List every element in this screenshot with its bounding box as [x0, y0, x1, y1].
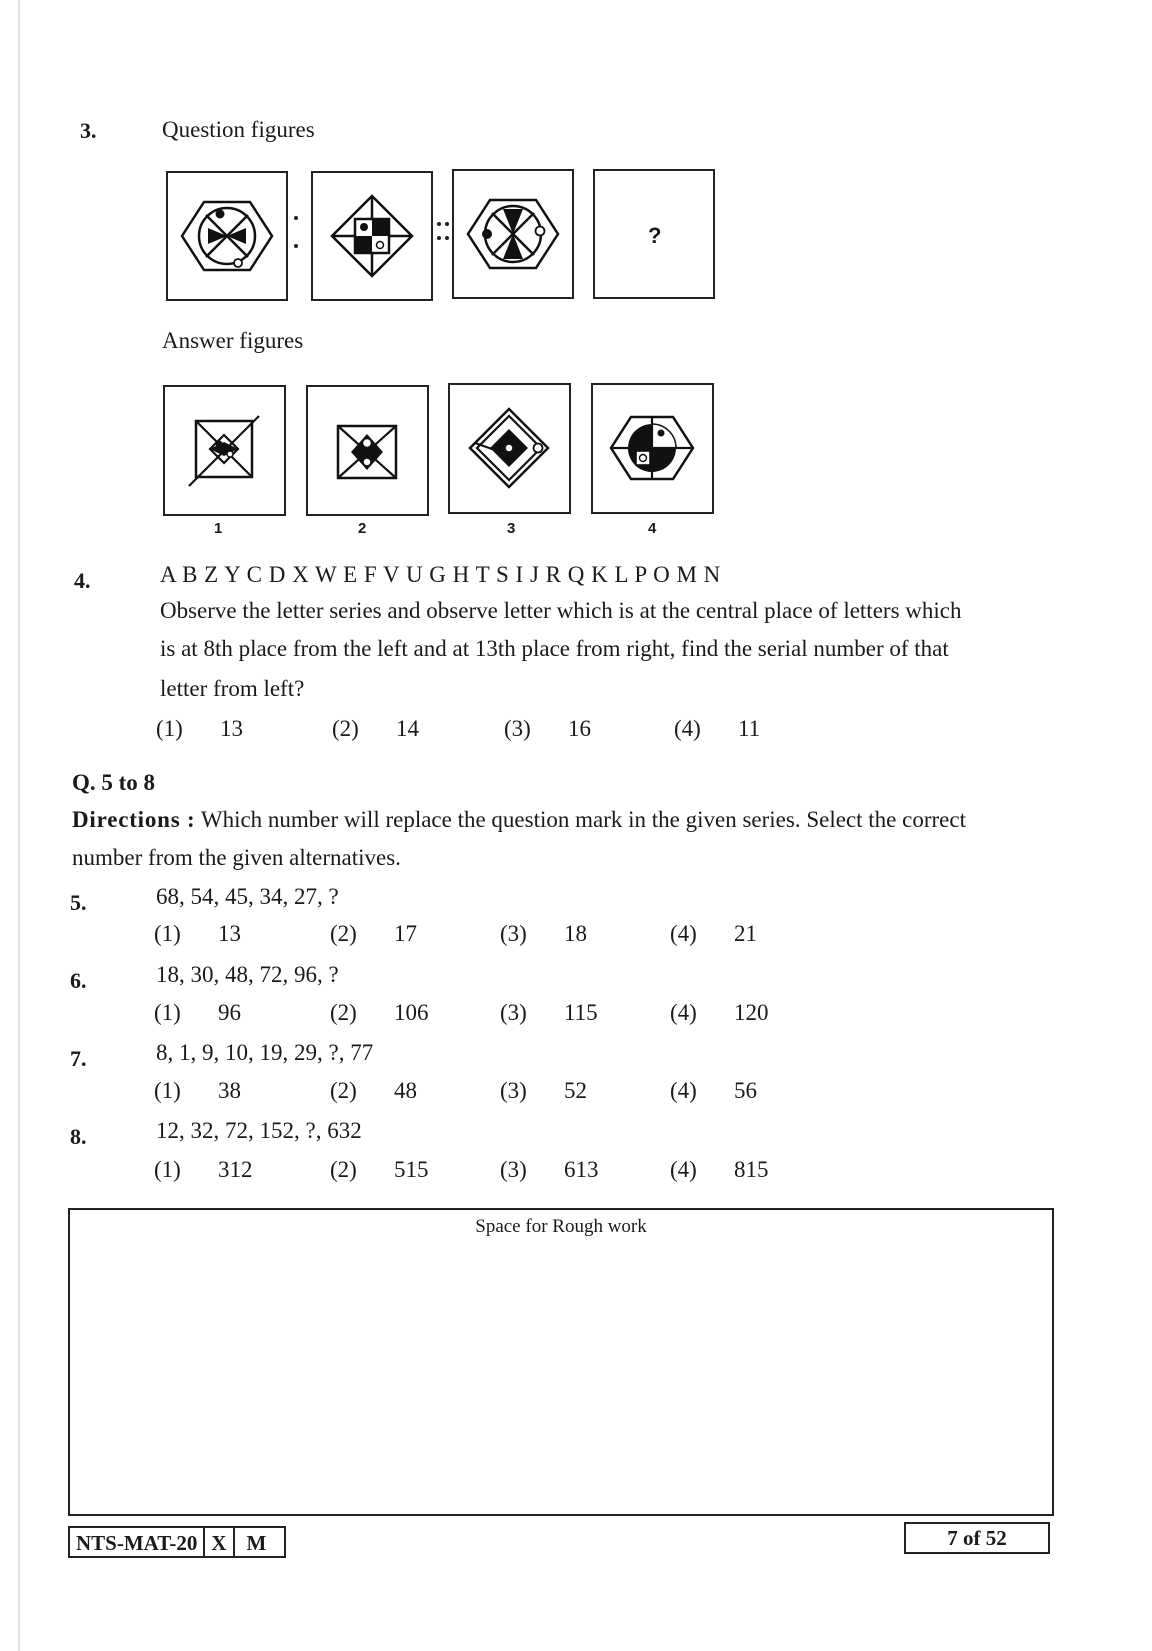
q6-option-1[interactable]: (1) 96: [154, 1000, 241, 1025]
answer-number-1: 1: [214, 520, 223, 537]
answer-figure-2[interactable]: [306, 385, 429, 516]
q5-option-2[interactable]: (2) 17: [330, 921, 417, 946]
ratio-dot: [294, 244, 298, 248]
square-small-diamond-figure: [165, 387, 284, 514]
directions-text: Which number will replace the question mark in the given series. Select the correct: [200, 807, 966, 832]
q4-text-line-1: Observe the letter series and observe letter which is at the central place of letters which: [160, 598, 962, 623]
directions-label: Directions :: [72, 807, 196, 832]
diamond-arrow-figure: [450, 385, 569, 512]
diamond-square-figure: [313, 173, 431, 299]
q6-number: 6.: [70, 968, 87, 993]
q4-text-line-3: letter from left?: [160, 676, 305, 701]
q4-option-1[interactable]: (1) 13: [156, 716, 243, 741]
q4-letter-series: A B Z Y C D X W E F V U G H T S I J R Q K L P O M N: [160, 562, 721, 587]
hexagon-hourglass-figure: [454, 171, 572, 297]
q4-text-line-2: is at 8th place from the left and at 13th place from right, find the serial number of that: [160, 636, 949, 661]
q3-number: 3.: [80, 118, 97, 143]
question-figure-3: [452, 169, 574, 299]
ratio-dot: [437, 236, 441, 240]
answer-number-3: 3: [507, 520, 516, 537]
q8-option-4[interactable]: (4) 815: [670, 1157, 769, 1182]
page-edge: [18, 0, 20, 1651]
hexagon-circle-figure: [593, 385, 712, 512]
q5-option-4[interactable]: (4) 21: [670, 921, 757, 946]
q4-option-2[interactable]: (2) 14: [332, 716, 419, 741]
answer-figure-3[interactable]: [448, 383, 571, 514]
q5-series: 68, 54, 45, 34, 27, ?: [156, 884, 339, 909]
unknown-mark: ?: [648, 223, 662, 248]
q8-number: 8.: [70, 1124, 87, 1149]
q6-option-4[interactable]: (4) 120: [670, 1000, 769, 1025]
q4-option-3[interactable]: (3) 16: [504, 716, 591, 741]
q5-option-1[interactable]: (1) 13: [154, 921, 241, 946]
q7-option-1[interactable]: (1) 38: [154, 1078, 241, 1103]
q4-option-4[interactable]: (4) 11: [674, 716, 761, 741]
q6-options: [154, 1000, 794, 1030]
q7-option-4[interactable]: (4) 56: [670, 1078, 757, 1103]
q7-options: [154, 1078, 794, 1108]
ratio-dot: [294, 216, 298, 220]
page-number: 7 of 52: [904, 1522, 1050, 1554]
paper-code-subject: M: [246, 1531, 267, 1555]
q7-series: 8, 1, 9, 10, 19, 29, ?, 77: [156, 1040, 374, 1065]
q6-series: 18, 30, 48, 72, 96, ?: [156, 962, 339, 987]
q4-options: [156, 716, 796, 746]
question-figure-1: [166, 171, 288, 301]
ratio-dot: [445, 222, 449, 226]
question-figure-4: [593, 169, 715, 299]
section-heading: Q. 5 to 8: [72, 770, 156, 795]
paper-code-name: NTS-MAT-20: [70, 1528, 205, 1556]
q8-option-2[interactable]: (2) 515: [330, 1157, 429, 1182]
q5-option-3[interactable]: (3) 18: [500, 921, 587, 946]
q3-answer-label: Answer figures: [162, 328, 304, 353]
q8-option-3[interactable]: (3) 613: [500, 1157, 599, 1182]
q6-option-2[interactable]: (2) 106: [330, 1000, 429, 1025]
directions-line-1: [72, 807, 966, 833]
q8-option-1[interactable]: (1) 312: [154, 1157, 253, 1182]
hexagon-cross-figure: [168, 173, 286, 299]
q3-question-label: Question figures: [162, 117, 315, 142]
square-x-diamond-figure: [308, 387, 427, 514]
q4-number: 4.: [74, 568, 91, 593]
q7-number: 7.: [70, 1046, 87, 1071]
rough-work-title: Space for Rough work: [475, 1216, 647, 1237]
directions-line-2: number from the given alternatives.: [72, 845, 401, 870]
ratio-dot: [437, 222, 441, 226]
q6-option-3[interactable]: (3) 115: [500, 1000, 598, 1025]
q5-options: [154, 921, 794, 951]
paper-code-set: X: [205, 1528, 234, 1556]
q5-number: 5.: [70, 890, 87, 915]
answer-figure-1[interactable]: [163, 385, 286, 516]
answer-figure-4[interactable]: [591, 383, 714, 514]
answer-number-2: 2: [358, 520, 367, 537]
q8-options: [154, 1157, 794, 1187]
q7-option-2[interactable]: (2) 48: [330, 1078, 417, 1103]
rough-work-box[interactable]: [68, 1208, 1054, 1516]
answer-number-4: 4: [648, 520, 657, 537]
paper-code: [68, 1526, 286, 1558]
q8-series: 12, 32, 72, 152, ?, 632: [156, 1118, 362, 1143]
q7-option-3[interactable]: (3) 52: [500, 1078, 587, 1103]
ratio-dot: [445, 236, 449, 240]
question-figure-2: [311, 171, 433, 301]
